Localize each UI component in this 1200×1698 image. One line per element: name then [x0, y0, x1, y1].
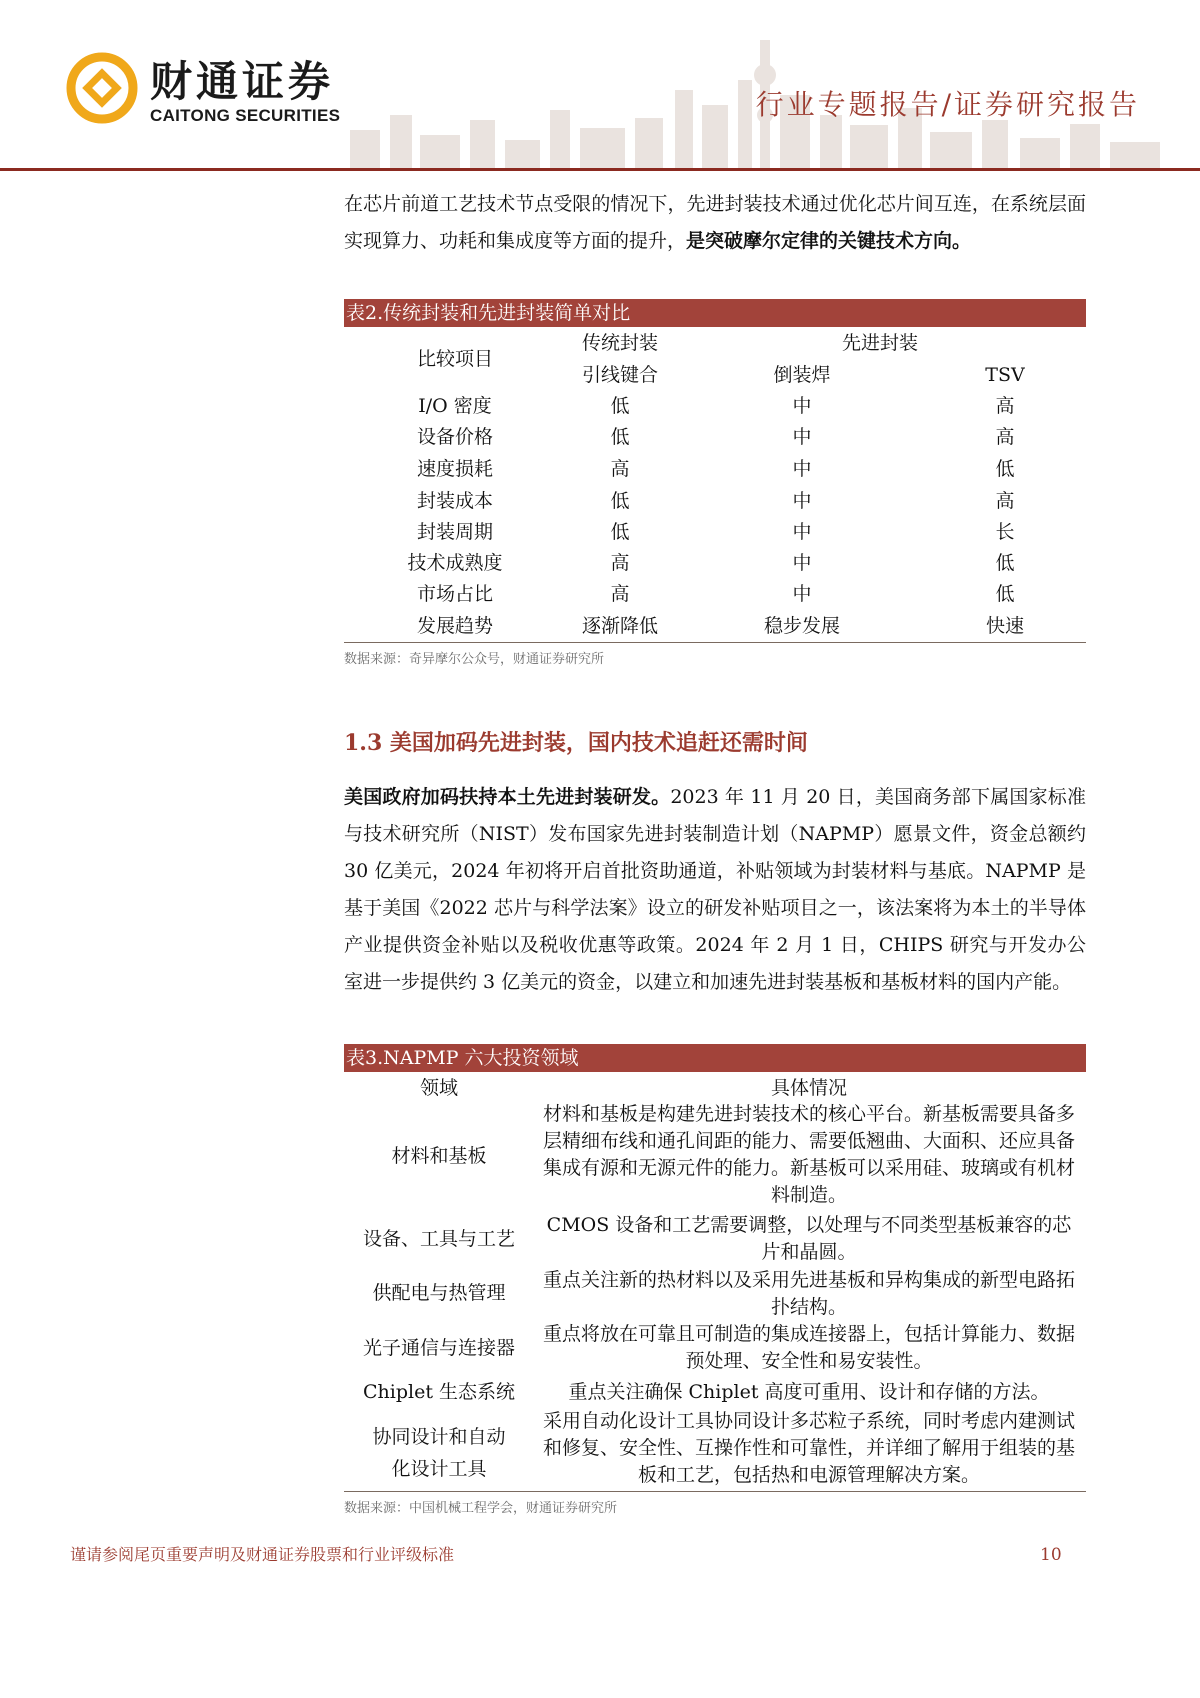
- napmp-text: 2023 年 11 月 20 日，美国商务部下属国家标准与技术研究所（NIST）发布国家先进封装制造计划（NAPMP）愿景文件，资金总额约 30 亿美元，2024 年初将开启首批资助通道，补贴领域为封装材料与基底。NAPMP 是基于美国《2022 芯片与科学法案》设立的研发补贴项目之一，该法案将为本土的半导体产业提供资金补贴以及税收优惠等政策。2024 年 2 月 1 日，CHIPS 研究与开发办公室进一步提供约 3 亿美元的资金，以建立和加速先进封装基板和基板材料的国内产能。: [344, 786, 1086, 993]
- t3-row-detail: 重点关注确保 Chiplet 高度可重用、设计和存储的方法。: [568, 1381, 1050, 1403]
- section-heading-1-3: 1.3 美国加码先进封装，国内技术追赶还需时间: [344, 730, 808, 756]
- t2-row-wire: 低: [610, 521, 630, 543]
- report-type-title: 行业专题报告/证券研究报告: [755, 88, 1140, 121]
- napmp-paragraph: [344, 779, 1086, 1001]
- t2-row-item: I/O 密度: [418, 395, 492, 417]
- t3-row-detail: CMOS 设备和工艺需要调整，以处理与不同类型基板兼容的芯片和晶圆。: [546, 1214, 1072, 1263]
- t2-row-tsv: 低: [995, 552, 1015, 574]
- t3-row-detail: 采用自动化设计工具协同设计多芯粒子系统，同时考虑内建测试和修复、安全性、互操作性和可靠性，并详细了解用于组装的基板和工艺，包括热和电源管理解决方案。: [542, 1410, 1075, 1486]
- t2-header-advanced: 先进封装: [841, 332, 918, 354]
- t3-row-detail: 重点关注新的热材料以及采用先进基板和异构集成的新型电路拓扑结构。: [542, 1269, 1075, 1318]
- t2-row-tsv: 高: [995, 490, 1015, 512]
- t2-row-tsv: 高: [995, 426, 1015, 448]
- t2-row-item: 封装周期: [416, 521, 493, 543]
- t2-row-wire: 低: [610, 426, 630, 448]
- napmp-bold-lead: 美国政府加码扶持本土先进封装研发。: [344, 786, 671, 808]
- t3-row-field: 光子通信与连接器: [362, 1337, 515, 1359]
- logo-english-name: CAITONG SECURITIES: [150, 106, 341, 125]
- intro-paragraph: [344, 186, 1086, 260]
- t3-row-detail: 材料和基板是构建先进封装技术的核心平台。新基板需要具备多层精细布线和通孔间距的能力、需要低翘曲、大面积、还应具备集成有源和无源元件的能力。新基板可以采用硅、玻璃或有机材料制造。: [542, 1103, 1075, 1206]
- t3-row-field: Chiplet 生态系统: [362, 1381, 515, 1403]
- t3-row-field: 供配电与热管理: [372, 1282, 506, 1304]
- page-number: 10: [1040, 1545, 1062, 1565]
- t2-row-flip: 中: [792, 583, 812, 605]
- t2-row-wire: 高: [610, 552, 630, 574]
- t2-row-flip: 中: [792, 458, 812, 480]
- header-divider: [0, 168, 1200, 171]
- t2-header-wire-bond: 引线键合: [581, 364, 658, 386]
- t3-row-field: 材料和基板: [391, 1145, 487, 1167]
- t2-row-item: 速度损耗: [416, 458, 493, 480]
- table2-bottom-rule: [344, 642, 1086, 643]
- t2-row-tsv: 高: [995, 395, 1015, 417]
- t3-row-field: 协同设计和自动化设计工具: [372, 1426, 506, 1480]
- table2-title: 表2.传统封装和先进封装简单对比: [344, 299, 1086, 327]
- t2-header-tsv: TSV: [985, 364, 1025, 386]
- t2-row-flip: 中: [792, 490, 812, 512]
- t2-row-tsv: 长: [995, 521, 1015, 543]
- t2-row-wire: 低: [610, 490, 630, 512]
- t2-row-flip: 中: [792, 395, 812, 417]
- t2-row-wire: 低: [610, 395, 630, 417]
- t2-row-tsv: 低: [995, 458, 1015, 480]
- table3-bottom-rule: [344, 1491, 1086, 1492]
- t3-header-field: 领域: [419, 1077, 458, 1099]
- table3-title: 表3.NAPMP 六大投资领域: [344, 1044, 1086, 1072]
- t2-row-flip: 中: [792, 521, 812, 543]
- t2-row-flip: 中: [792, 426, 812, 448]
- t3-header-detail: 具体情况: [770, 1077, 847, 1099]
- t2-row-flip: 稳步发展: [763, 615, 840, 637]
- t2-row-wire: 逐渐降低: [581, 615, 658, 637]
- t3-row-field: 设备、工具与工艺: [362, 1228, 515, 1250]
- t2-row-item: 市场占比: [416, 583, 493, 605]
- caitong-logo-icon: [66, 52, 138, 124]
- t2-row-item: 技术成熟度: [407, 552, 503, 574]
- t2-row-tsv: 快速: [985, 615, 1024, 637]
- logo-chinese-name: 财通证券: [150, 57, 335, 106]
- t2-header-item: 比较项目: [416, 348, 493, 370]
- table2-source: 数据来源：奇异摩尔公众号，财通证券研究所: [344, 652, 605, 667]
- t2-header-flip-chip: 倒装焊: [773, 364, 831, 386]
- t2-row-flip: 中: [792, 552, 812, 574]
- footer-disclaimer: 谨请参阅尾页重要声明及财通证券股票和行业评级标准: [70, 1545, 455, 1564]
- t2-row-tsv: 低: [995, 583, 1015, 605]
- table3-source: 数据来源：中国机械工程学会，财通证券研究所: [344, 1501, 618, 1516]
- t2-row-item: 设备价格: [416, 426, 493, 448]
- t2-row-wire: 高: [610, 458, 630, 480]
- t2-header-traditional: 传统封装: [581, 332, 658, 354]
- t3-row-detail: 重点将放在可靠且可制造的集成连接器上，包括计算能力、数据预处理、安全性和易安装性。: [542, 1323, 1075, 1372]
- t2-row-item: 封装成本: [416, 490, 493, 512]
- t2-row-item: 发展趋势: [416, 615, 493, 637]
- intro-text: 在芯片前道工艺技术节点受限的情况下，先进封装技术通过优化芯片间互连，在系统层面实现算力、功耗和集成度等方面的提升，: [344, 193, 1086, 252]
- t2-row-wire: 高: [610, 583, 630, 605]
- intro-bold-conclusion: 是突破摩尔定律的关键技术方向。: [686, 230, 972, 252]
